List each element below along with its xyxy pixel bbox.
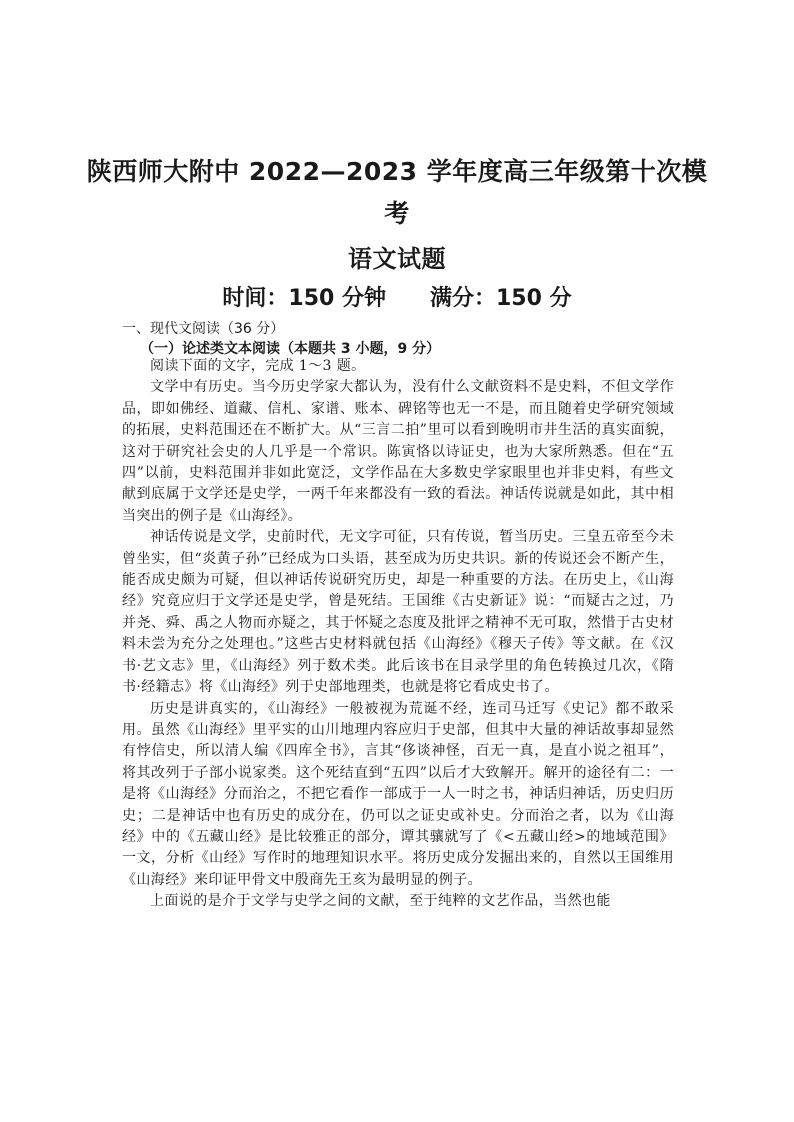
document-subject: 语文试题 bbox=[348, 245, 446, 273]
passage-paragraph: 历史是讲真实的，《山海经》一般被视为荒诞不经，连司马迁写《史记》都不敢采用。虽然《山海经》里平实的山川地理内容应归于史部，但其中大量的神话故事却显然有悖信史，所以清人编《四库全书》，言其“侈谈神怪，百无一真，是直小说之祖耳”，将其改列于子部小说家类。这个死结直到“五四”以后才大致解开。解开的途径有二：一是将《山海经》分而治之，不把它看作一部成于一人一时之书，神话归神话，历史归历史；二是神话中也有历史的成分在，仍可以之证史或补史。分而治之者，以为《山海经》中的《五藏山经》是比较雅正的部分，谭其骧就写了《<五藏山经>的地域范围》一文，分析《山经》写作时的地理知识水平。将历史成分发掘出来的，自然以王国维用《山海经》来印证甲骨文中殷商先王亥为最明显的例子。 bbox=[122, 700, 674, 888]
section-heading: 一、现代文阅读（36 分） bbox=[122, 321, 285, 337]
passage-paragraph: 文学中有历史。当今历史学家大都认为，没有什么文献资料不是史料，不但文学作品，即如佛经、道藏、信札、家谱、账本、碑铭等也无一不是，而且随着史学研究领域的拓展，史料范围还在不断扩大。从“三言二拍”里可以看到晚明市井生活的真实面貌，这对于研究社会史的人几乎是一个常识。陈寅恪以诗证史，也为大家所熟悉。但在“五四”以前，史料范围并非如此宽泛，文学作品在大多数史学家眼里也并非史料，有些文献到底属于文学还是史学，一两千年来都没有一致的看法。神话传说就是如此，其中相当突出的例子是《山海经》。 bbox=[122, 379, 674, 524]
reading-passage bbox=[122, 356, 674, 913]
exam-time: 时间：150 分钟 bbox=[222, 286, 386, 311]
subsection-heading: （一）论述类文本阅读（本题共 3 小题，9 分） bbox=[140, 341, 441, 357]
document-title-line2: 考 bbox=[384, 199, 410, 228]
passage-paragraph: 上面说的是介于文学与史学之间的文献，至于纯粹的文艺作品，当然也能 bbox=[150, 893, 611, 910]
exam-score: 满分：150 分 bbox=[430, 286, 572, 311]
document-title-line1: 陕西师大附中 2022—2023 学年度高三年级第十次模 bbox=[86, 157, 708, 186]
exam-meta bbox=[0, 281, 794, 312]
instruction-text: 阅读下面的文字，完成 1～3 题。 bbox=[150, 358, 366, 374]
passage-paragraph: 神话传说是文学，史前时代，无文字可征，只有传说，暂当历史。三皇五帝至今未曾坐实，但“炎黄子孙”已经成为口头语，甚至成为历史共识。新的传说还会不断产生，能否成史颇为可疑，但以神话传说研究历史，却是一种重要的方法。在历史上，《山海经》究竟应归于文学还是史学，曾是死结。王国维《古史新证》说：“而疑古之过，乃并尧、舜、禹之人物而亦疑之，其于怀疑之态度及批评之精神不无可取，然惜于古史材料未尝为充分之处理也。”这些古史材料就包括《山海经》《穆天子传》等文献。在《汉书·艺文志》里，《山海经》列于数术类。此后该书在目录学里的角色转换过几次，《隋书·经籍志》将《山海经》列于史部地理类，也就是将它看成史书了。 bbox=[122, 529, 674, 696]
